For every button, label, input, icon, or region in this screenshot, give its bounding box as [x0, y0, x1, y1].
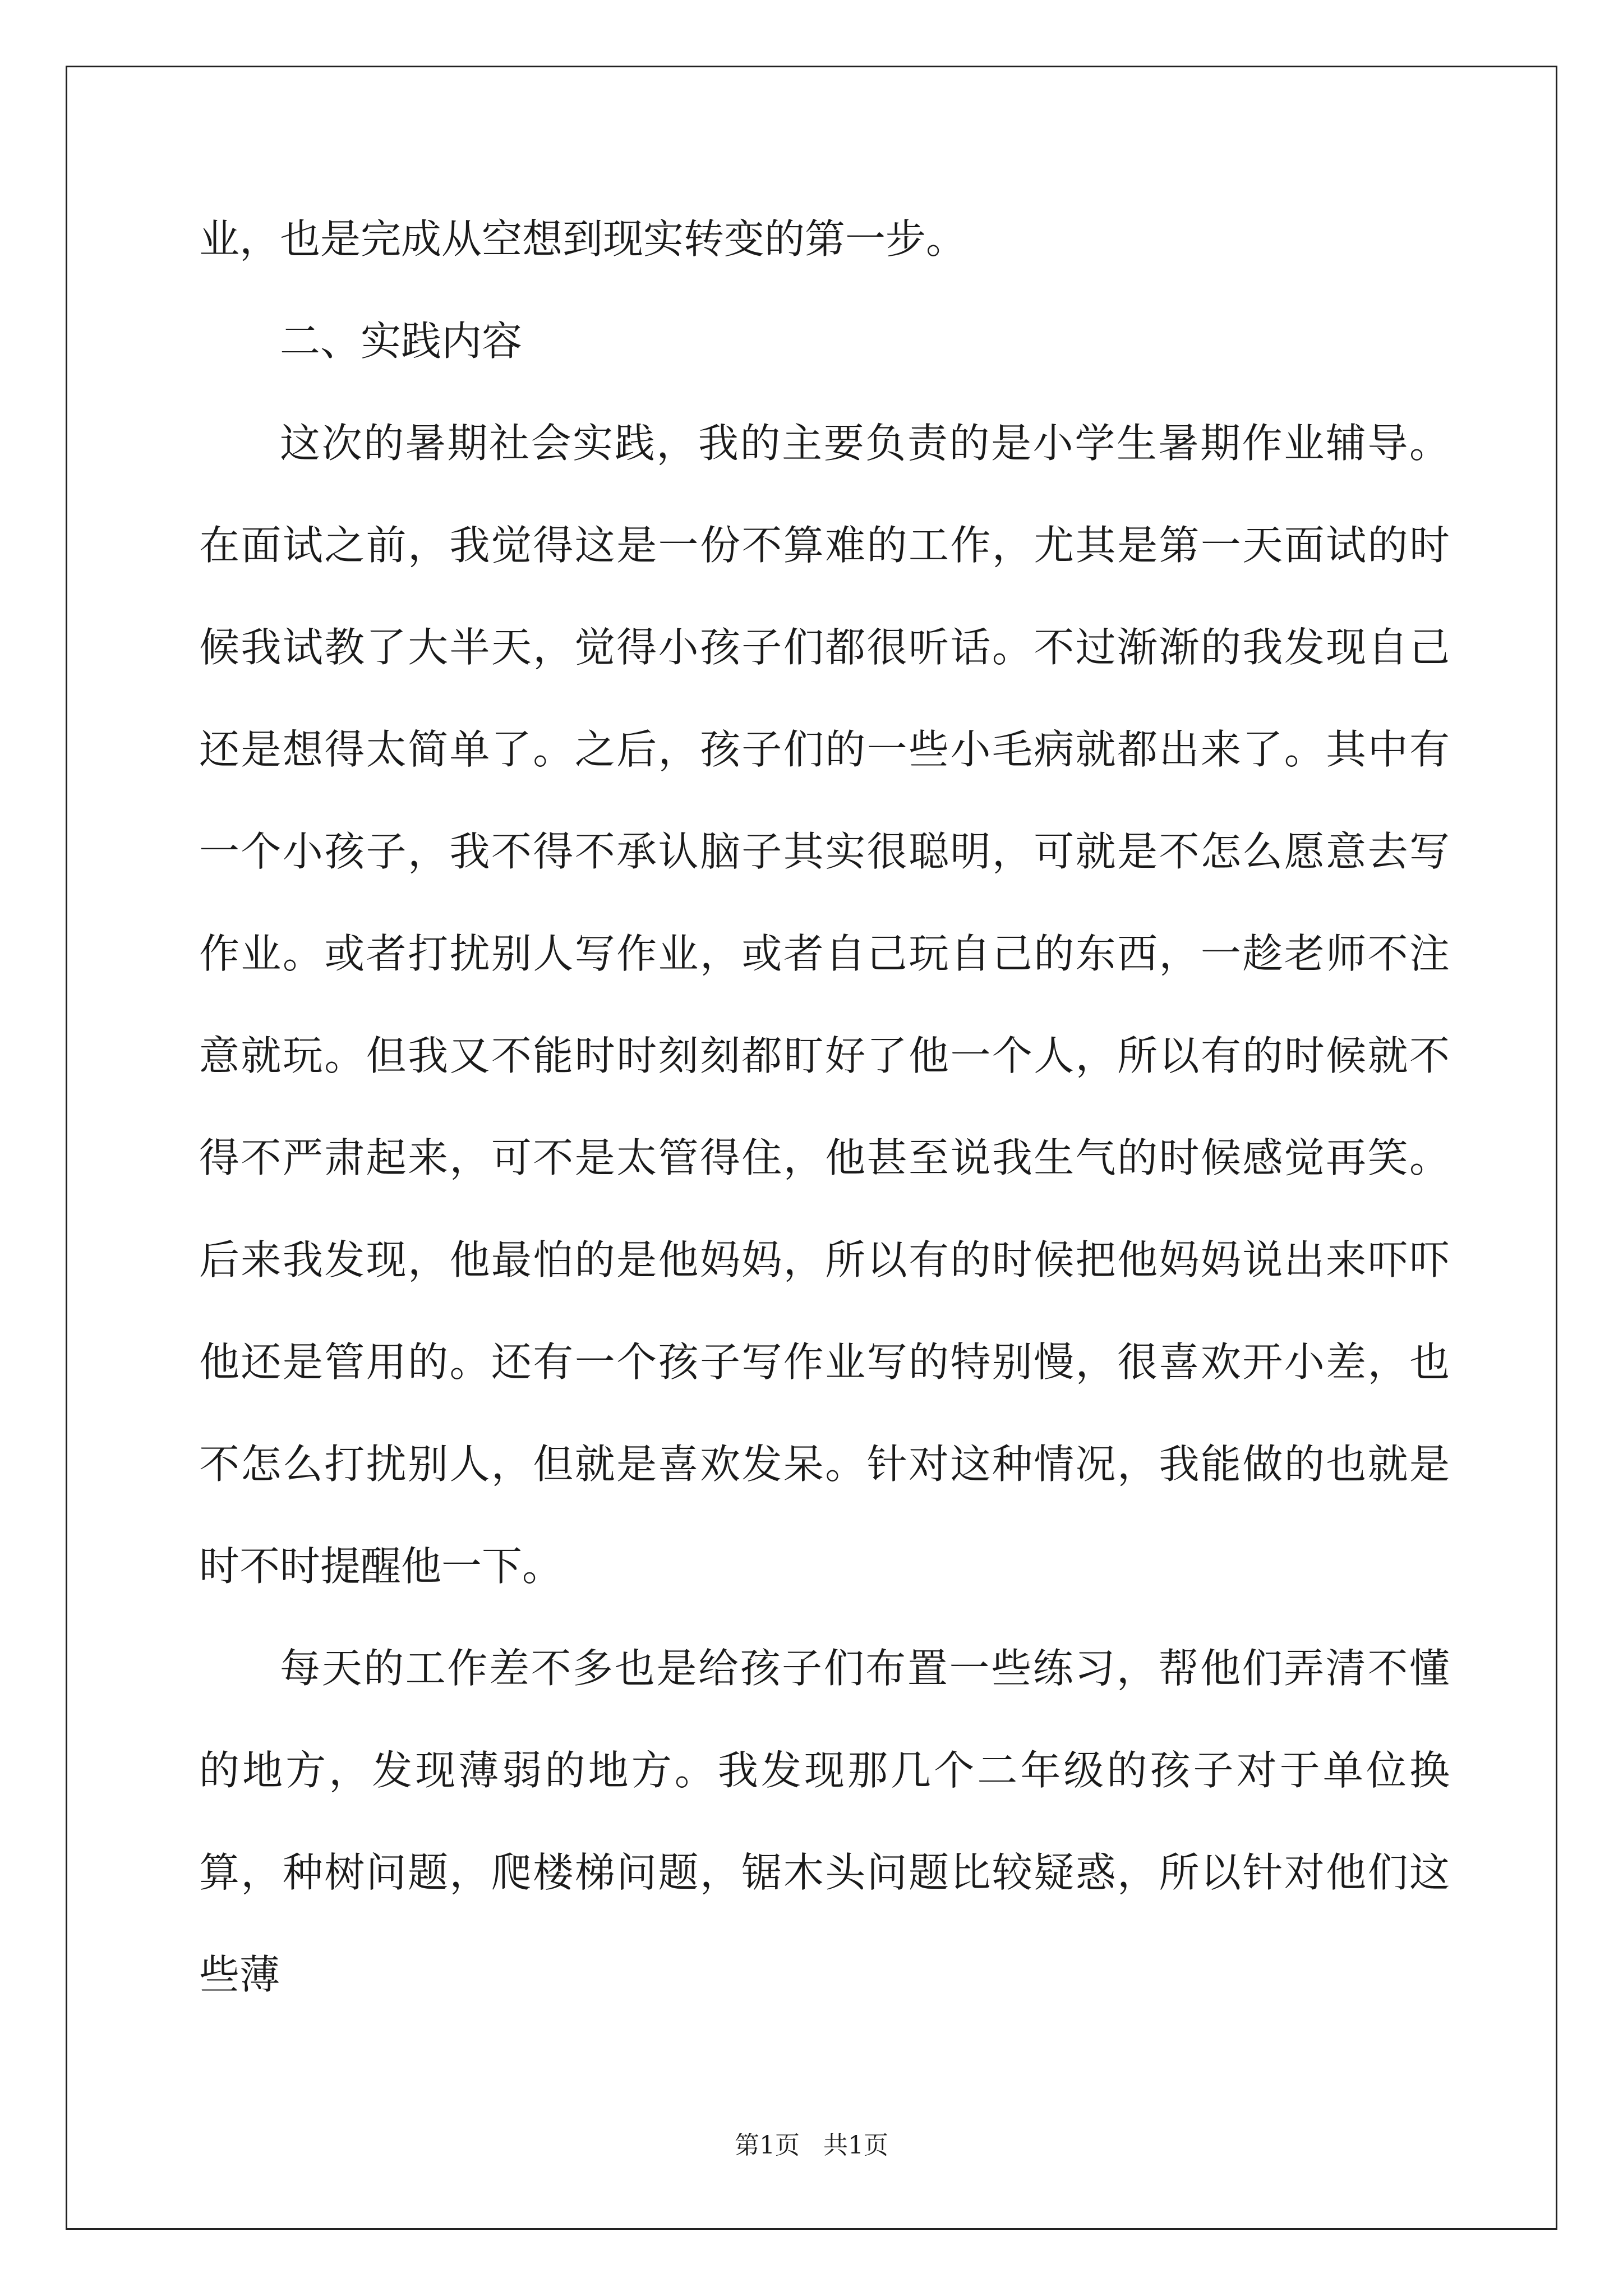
- document-body: [199, 188, 1450, 2026]
- paragraph: 每天的工作差不多也是给孩子们布置一些练习，帮他们弄清不懂的地方，发现薄弱的地方。我发现那几个二年级的孩子对于单位换算，种树问题，爬楼梯问题，锯木头问题比较疑惑，所以针对他们这些薄: [199, 1645, 1450, 1998]
- paragraph: 这次的暑期社会实践，我的主要负责的是小学生暑期作业辅导。在面试之前，我觉得这是一份不算难的工作，尤其是第一天面试的时候我试教了大半天，觉得小孩子们都很听话。不过渐渐的我发现自己还是想得太简单了。之后，孩子们的一些小毛病就都出来了。其中有一个小孩子，我不得不承认脑子其实很聪明，可就是不怎么愿意去写作业。或者打扰别人写作业，或者自己玩自己的东西，一趁老师不注意就玩。但我又不能时时刻刻都盯好了他一个人，所以有的时候就不得不严肃起来，可不是太管得住，他甚至说我生气的时候感觉再笑。后来我发现，他最怕的是他妈妈，所以有的时候把他妈妈说出来吓吓他还是管用的。还有一个孩子写作业写的特别慢，很喜欢开小差，也不怎么打扰别人，但就是喜欢发呆。针对这种情况，我能做的也就是时不时提醒他一下。: [199, 420, 1450, 1590]
- section-heading: 二、实践内容: [280, 318, 523, 365]
- page-footer: 第1页 共1页: [735, 2131, 888, 2160]
- paragraph: 业，也是完成从空想到现实转变的第一步。: [199, 215, 967, 263]
